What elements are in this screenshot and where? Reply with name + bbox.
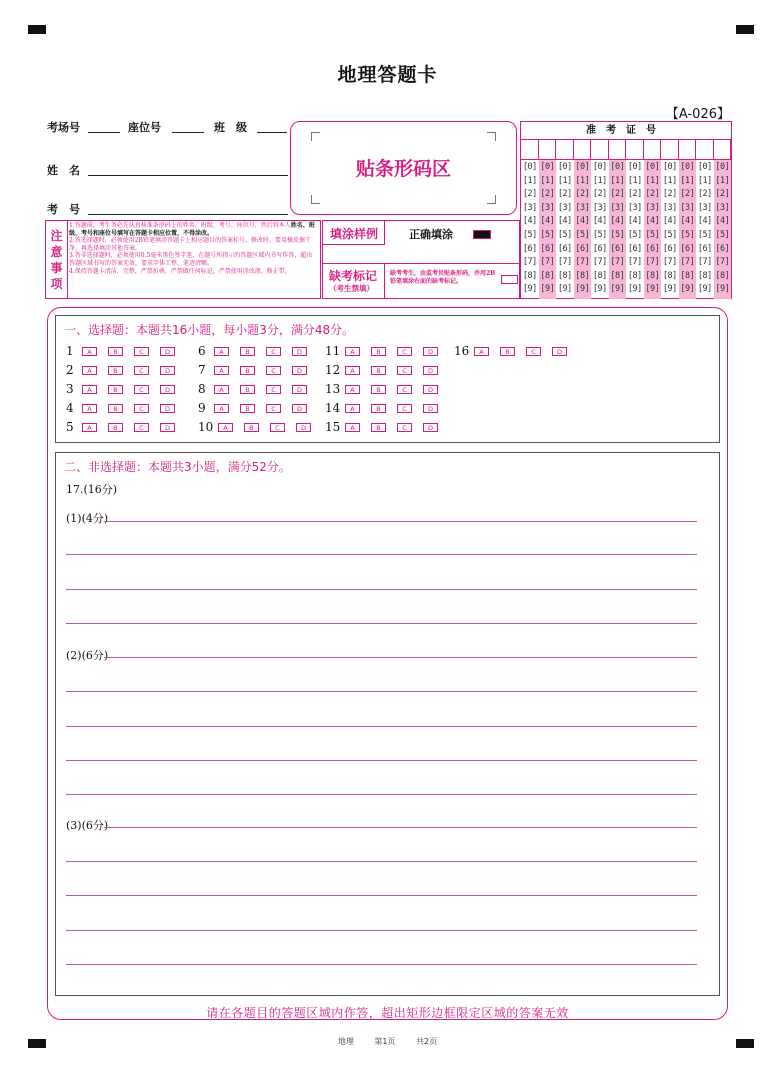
digit-bubble[interactable]: [5] (610, 230, 625, 240)
digit-bubble[interactable]: [8] (645, 270, 660, 281)
admission-digit-box[interactable] (714, 139, 732, 160)
digit-bubble[interactable]: [2] (680, 189, 695, 200)
answer-line[interactable] (66, 726, 697, 727)
digit-bubble[interactable]: [1] (557, 175, 572, 186)
digit-bubble[interactable]: [0] (697, 162, 712, 172)
exam-room-field[interactable] (88, 132, 120, 133)
option-bubble[interactable]: D (160, 366, 175, 375)
digit-bubble[interactable]: [9] (575, 284, 590, 295)
admission-digit-column (696, 160, 714, 299)
digit-bubble[interactable]: [2] (662, 189, 677, 200)
option-bubble[interactable]: C (266, 347, 281, 356)
notice-heading: 注 意 事 项 (46, 221, 68, 298)
digit-bubble[interactable]: [5] (680, 230, 695, 240)
option-bubble[interactable]: A (214, 366, 229, 375)
admission-digit-column (661, 160, 679, 299)
digit-bubble[interactable]: [9] (680, 284, 695, 295)
digit-bubble[interactable]: [2] (627, 189, 642, 200)
digit-bubble[interactable]: [1] (610, 175, 625, 186)
option-bubble[interactable]: C (397, 423, 412, 432)
question-number: 16 (454, 344, 470, 358)
answer-line[interactable] (66, 554, 697, 555)
digit-bubble[interactable]: [3] (662, 202, 677, 213)
fill-sample-box (322, 220, 520, 299)
answer-line[interactable] (104, 657, 697, 658)
digit-bubble[interactable]: [3] (522, 202, 537, 213)
digit-bubble[interactable]: [2] (557, 189, 572, 200)
admission-digit-box[interactable] (556, 139, 574, 160)
digit-bubble[interactable]: [9] (715, 284, 730, 295)
digit-bubble[interactable]: [8] (575, 270, 590, 281)
digit-bubble[interactable]: [9] (645, 284, 660, 295)
option-bubble[interactable]: B (240, 404, 255, 413)
option-bubble[interactable]: A (345, 423, 360, 432)
option-bubble[interactable]: D (160, 404, 175, 413)
name-field[interactable] (88, 175, 288, 176)
digit-bubble[interactable]: [7] (662, 257, 677, 268)
name-label: 姓 名 (47, 164, 80, 177)
digit-bubble[interactable]: [6] (680, 243, 695, 254)
digit-bubble[interactable]: [9] (662, 284, 677, 295)
exam-number-label: 考 号 (47, 203, 80, 216)
digit-bubble[interactable]: [6] (697, 243, 712, 254)
digit-bubble[interactable]: [0] (645, 162, 660, 172)
sub-question-1-label: (1)(4分) (66, 512, 109, 525)
digit-bubble[interactable]: [7] (522, 257, 537, 268)
digit-bubble[interactable]: [3] (645, 202, 660, 213)
seat-number-label: 座位号 (128, 121, 161, 134)
digit-bubble[interactable]: [1] (627, 175, 642, 186)
digit-bubble[interactable]: [8] (715, 270, 730, 281)
digit-bubble[interactable]: [3] (592, 202, 607, 213)
admission-digit-box[interactable] (644, 139, 662, 160)
fill-sample-label: 填涂样例 (330, 227, 379, 241)
question-number: 15 (325, 420, 341, 434)
admission-digit-column (591, 160, 609, 299)
option-bubble[interactable]: D (292, 385, 307, 394)
option-bubble[interactable]: A (345, 347, 360, 356)
question-number: 2 (66, 363, 74, 377)
digit-bubble[interactable]: [8] (627, 270, 642, 281)
answer-line[interactable] (66, 895, 697, 896)
option-bubble[interactable]: B (500, 347, 515, 356)
option-bubble[interactable]: A (345, 385, 360, 394)
digit-bubble[interactable]: [3] (557, 202, 572, 213)
digit-bubble[interactable]: [7] (680, 257, 695, 268)
option-bubble[interactable]: C (134, 404, 149, 413)
question-number: 1 (66, 344, 74, 358)
option-bubble[interactable]: C (134, 385, 149, 394)
admission-number-label: 准考证号 (521, 122, 731, 140)
digit-bubble[interactable]: [9] (540, 284, 555, 295)
option-bubble[interactable]: B (108, 385, 123, 394)
footer-warning: 请在各题目的答题区域内作答，超出矩形边框限定区域的答案无效 (206, 1006, 569, 1020)
absent-note: 缺考考生，由监考员贴条形码，并用2B铅笔填涂右面的缺考标记。 (390, 270, 496, 285)
digit-bubble[interactable]: [9] (697, 284, 712, 295)
digit-bubble[interactable]: [4] (522, 216, 537, 227)
option-bubble[interactable]: C (397, 366, 412, 375)
digit-bubble[interactable]: [0] (627, 162, 642, 172)
option-bubble[interactable]: B (108, 423, 123, 432)
admission-digit-column (574, 160, 592, 299)
option-bubble[interactable]: A (474, 347, 489, 356)
paper-code: 【A-026】 (665, 107, 730, 122)
correct-fill-mark (473, 230, 491, 239)
answer-line[interactable] (66, 794, 697, 795)
digit-bubble[interactable]: [6] (715, 243, 730, 254)
digit-bubble[interactable]: [2] (697, 189, 712, 200)
option-bubble[interactable]: A (214, 385, 229, 394)
digit-bubble[interactable]: [4] (592, 216, 607, 227)
digit-bubble[interactable]: [2] (522, 189, 537, 200)
correct-fill-label: 正确填涂 (409, 228, 453, 241)
admission-digit-column (626, 160, 644, 299)
digit-bubble[interactable]: [1] (680, 175, 695, 186)
digit-bubble[interactable]: [8] (522, 270, 537, 281)
question-17-label: 17.(16分) (66, 483, 118, 496)
option-bubble[interactable]: C (134, 423, 149, 432)
digit-bubble[interactable]: [5] (575, 230, 590, 240)
digit-bubble[interactable]: [1] (662, 175, 677, 186)
free-response-section (55, 452, 720, 996)
digit-bubble[interactable]: [7] (645, 257, 660, 268)
digit-bubble[interactable]: [7] (592, 257, 607, 268)
option-bubble[interactable]: A (214, 347, 229, 356)
question-number: 4 (66, 401, 74, 415)
option-bubble[interactable]: D (296, 423, 311, 432)
digit-bubble[interactable]: [3] (680, 202, 695, 213)
admission-digit-column (679, 160, 697, 299)
option-bubble[interactable]: C (134, 347, 149, 356)
digit-bubble[interactable]: [7] (715, 257, 730, 268)
digit-bubble[interactable]: [4] (662, 216, 677, 227)
digit-bubble[interactable]: [0] (557, 162, 572, 172)
option-bubble[interactable]: A (218, 423, 233, 432)
option-bubble[interactable]: D (423, 423, 438, 432)
notice-item: 4.保持答题卡清洁、完整，严禁折叠，严禁做任何标记，严禁使用涂改液、修正带。 (69, 267, 291, 275)
digit-bubble[interactable]: [8] (592, 270, 607, 281)
digit-bubble[interactable]: [4] (575, 216, 590, 227)
answer-line[interactable] (66, 760, 697, 761)
exam-number-field[interactable] (88, 214, 288, 215)
option-bubble[interactable]: D (160, 423, 175, 432)
digit-bubble[interactable]: [3] (697, 202, 712, 213)
option-bubble[interactable]: A (214, 404, 229, 413)
option-bubble[interactable]: C (397, 347, 412, 356)
answer-line[interactable] (66, 623, 697, 624)
digit-bubble[interactable]: [5] (540, 230, 555, 240)
absent-mark-box[interactable] (501, 275, 518, 284)
barcode-area (290, 121, 517, 215)
question-number: 9 (198, 401, 206, 415)
digit-bubble[interactable]: [2] (575, 189, 590, 200)
digit-bubble[interactable]: [7] (557, 257, 572, 268)
option-bubble[interactable]: A (82, 404, 97, 413)
option-bubble[interactable]: D (160, 385, 175, 394)
digit-bubble[interactable]: [4] (540, 216, 555, 227)
option-bubble[interactable]: C (266, 385, 281, 394)
page-info: 地理 第1页 共2页 (337, 1037, 438, 1046)
option-bubble[interactable]: C (134, 366, 149, 375)
option-bubble[interactable]: B (108, 347, 123, 356)
digit-bubble[interactable]: [3] (715, 202, 730, 213)
question-number: 13 (325, 382, 341, 396)
digit-bubble[interactable]: [8] (610, 270, 625, 281)
admission-digit-column (714, 160, 732, 299)
question-number: 7 (198, 363, 206, 377)
registration-mark-top-right (736, 25, 754, 34)
digit-bubble[interactable]: [5] (697, 230, 712, 240)
digit-bubble[interactable]: [9] (522, 284, 537, 295)
digit-bubble[interactable]: [0] (662, 162, 677, 172)
digit-bubble[interactable]: [5] (557, 230, 572, 240)
digit-bubble[interactable]: [8] (540, 270, 555, 281)
absent-mark-label: 缺考标记 (329, 269, 378, 283)
admission-digit-column (644, 160, 662, 299)
digit-bubble[interactable]: [8] (557, 270, 572, 281)
digit-bubble[interactable]: [4] (610, 216, 625, 227)
digit-bubble[interactable]: [8] (662, 270, 677, 281)
admission-digit-box[interactable] (609, 139, 627, 160)
digit-bubble[interactable]: [5] (522, 230, 537, 240)
question-number: 10 (198, 420, 214, 434)
digit-bubble[interactable]: [7] (697, 257, 712, 268)
option-bubble[interactable]: B (244, 423, 259, 432)
answer-line[interactable] (66, 691, 697, 692)
option-bubble[interactable]: B (240, 366, 255, 375)
question-number: 5 (66, 420, 74, 434)
option-bubble[interactable]: D (160, 347, 175, 356)
question-number: 3 (66, 382, 74, 396)
option-bubble[interactable]: C (397, 385, 412, 394)
digit-bubble[interactable]: [0] (575, 162, 590, 172)
digit-bubble[interactable]: [5] (715, 230, 730, 240)
digit-bubble[interactable]: [7] (540, 257, 555, 268)
digit-bubble[interactable]: [7] (575, 257, 590, 268)
option-bubble[interactable]: A (82, 423, 97, 432)
digit-bubble[interactable]: [4] (715, 216, 730, 227)
admission-digit-column (556, 160, 574, 299)
digit-bubble[interactable]: [1] (592, 175, 607, 186)
admission-number-grid (520, 121, 732, 299)
sub-question-2-label: (2)(6分) (66, 649, 109, 662)
digit-bubble[interactable]: [2] (610, 189, 625, 200)
digit-bubble[interactable]: [5] (645, 230, 660, 240)
option-bubble[interactable]: D (292, 347, 307, 356)
digit-bubble[interactable]: [5] (592, 230, 607, 240)
digit-bubble[interactable]: [6] (592, 243, 607, 254)
digit-bubble[interactable]: [7] (610, 257, 625, 268)
admission-digit-box[interactable] (626, 139, 644, 160)
answer-line[interactable] (66, 589, 697, 590)
digit-bubble[interactable]: [9] (592, 284, 607, 295)
digit-bubble[interactable]: [4] (557, 216, 572, 227)
notice-text (69, 222, 318, 275)
digit-bubble[interactable]: [4] (697, 216, 712, 227)
admission-digit-column (521, 160, 539, 299)
digit-bubble[interactable]: [7] (627, 257, 642, 268)
page-title: 地理答题卡 (337, 64, 438, 86)
option-bubble[interactable]: D (423, 347, 438, 356)
answer-line[interactable] (66, 930, 697, 931)
admission-digit-column (539, 160, 557, 299)
digit-bubble[interactable]: [6] (522, 243, 537, 254)
admission-digit-box[interactable] (574, 139, 592, 160)
option-bubble[interactable]: C (397, 404, 412, 413)
free-response-title: 二、非选择题：本题共3小题，满分52分。 (64, 460, 291, 474)
admission-digit-box[interactable] (696, 139, 714, 160)
digit-bubble[interactable]: [9] (557, 284, 572, 295)
digit-bubble[interactable]: [6] (540, 243, 555, 254)
digit-bubble[interactable]: [3] (575, 202, 590, 213)
option-bubble[interactable]: A (345, 366, 360, 375)
digit-bubble[interactable]: [2] (540, 189, 555, 200)
option-bubble[interactable]: A (82, 385, 97, 394)
barcode-label: 贴条形码区 (355, 158, 451, 180)
digit-bubble[interactable]: [4] (645, 216, 660, 227)
digit-bubble[interactable]: [1] (540, 175, 555, 186)
option-bubble[interactable]: D (423, 404, 438, 413)
question-number: 14 (325, 401, 341, 415)
question-number: 11 (325, 344, 341, 358)
digit-bubble[interactable]: [2] (715, 189, 730, 200)
option-bubble[interactable]: D (423, 385, 438, 394)
exam-room-label: 考场号 (47, 121, 80, 134)
digit-bubble[interactable]: [9] (610, 284, 625, 295)
notice-item: 3.答非选择题时，必须使用0.5毫米黑色签字笔，在题号所指示的答题区域内书写作答，超出答题区域书写的答案无效，要求字体工整，笔迹清晰。 (69, 252, 313, 267)
option-bubble[interactable]: B (108, 366, 123, 375)
absent-mark-subtitle: （考生禁填） (329, 284, 374, 293)
digit-bubble[interactable]: [6] (645, 243, 660, 254)
option-bubble[interactable]: C (526, 347, 541, 356)
option-bubble[interactable]: B (240, 385, 255, 394)
digit-bubble[interactable]: [3] (540, 202, 555, 213)
option-bubble[interactable]: B (371, 385, 386, 394)
digit-bubble[interactable]: [1] (697, 175, 712, 186)
option-bubble[interactable]: B (371, 366, 386, 375)
option-bubble[interactable]: A (82, 347, 97, 356)
option-bubble[interactable]: B (108, 404, 123, 413)
option-bubble[interactable]: A (82, 366, 97, 375)
option-bubble[interactable]: A (345, 404, 360, 413)
question-number: 12 (325, 363, 341, 377)
digit-bubble[interactable]: [2] (645, 189, 660, 200)
sub-question-3-label: (3)(6分) (66, 819, 109, 832)
digit-bubble[interactable]: [8] (697, 270, 712, 281)
digit-bubble[interactable]: [1] (575, 175, 590, 186)
admission-digit-box[interactable] (521, 139, 539, 160)
question-number: 6 (198, 344, 206, 358)
question-number: 8 (198, 382, 206, 396)
digit-bubble[interactable]: [0] (592, 162, 607, 172)
option-bubble[interactable]: C (266, 366, 281, 375)
digit-bubble[interactable]: [9] (627, 284, 642, 295)
option-bubble[interactable]: C (270, 423, 285, 432)
option-bubble[interactable]: D (552, 347, 567, 356)
digit-bubble[interactable]: [6] (662, 243, 677, 254)
registration-mark-top-left (28, 25, 46, 34)
notice-item: 1.答题前，考生务必先认真核准条形码上的姓名、班级、考号、座位号，然后将本人姓名、班级、考号和座位号填写在答题卡相应位置，不得涂改。 (69, 222, 315, 237)
option-bubble[interactable]: B (371, 404, 386, 413)
digit-bubble[interactable]: [0] (522, 162, 537, 172)
digit-bubble[interactable]: [8] (680, 270, 695, 281)
digit-bubble[interactable]: [5] (627, 230, 642, 240)
digit-bubble[interactable]: [6] (557, 243, 572, 254)
digit-bubble[interactable]: [4] (627, 216, 642, 227)
seat-number-field[interactable] (172, 132, 204, 133)
option-bubble[interactable]: C (266, 404, 281, 413)
digit-bubble[interactable]: [3] (627, 202, 642, 213)
class-label: 班 级 (214, 121, 247, 134)
admission-digit-box[interactable] (661, 139, 679, 160)
digit-bubble[interactable]: [6] (610, 243, 625, 254)
option-bubble[interactable]: D (423, 366, 438, 375)
admission-digit-column (609, 160, 627, 299)
digit-bubble[interactable]: [1] (522, 175, 537, 186)
notice-item: 2.答选择题时，必须使用2B铅笔填涂答题卡上相应题目的答案标号，修改时，要用橡皮擦干净，再选择填涂其他答案。 (69, 237, 311, 252)
digit-bubble[interactable]: [0] (540, 162, 555, 172)
digit-bubble[interactable]: [0] (610, 162, 625, 172)
digit-bubble[interactable]: [1] (715, 175, 730, 186)
digit-bubble[interactable]: [3] (610, 202, 625, 213)
option-bubble[interactable]: B (371, 347, 386, 356)
answer-line[interactable] (104, 521, 697, 522)
notice-box (45, 220, 321, 299)
answer-line[interactable] (104, 827, 697, 828)
option-bubble[interactable]: B (371, 423, 386, 432)
digit-bubble[interactable]: [6] (627, 243, 642, 254)
option-bubble[interactable]: B (240, 347, 255, 356)
digit-bubble[interactable]: [6] (575, 243, 590, 254)
option-bubble[interactable]: D (292, 366, 307, 375)
digit-bubble[interactable]: [5] (662, 230, 677, 240)
digit-bubble[interactable]: [4] (680, 216, 695, 227)
admission-digit-box[interactable] (539, 139, 557, 160)
answer-line[interactable] (66, 861, 697, 862)
class-field[interactable] (257, 132, 287, 133)
digit-bubble[interactable]: [1] (645, 175, 660, 186)
option-bubble[interactable]: D (292, 404, 307, 413)
digit-bubble[interactable]: [0] (715, 162, 730, 172)
admission-digit-box[interactable] (679, 139, 697, 160)
answer-line[interactable] (66, 964, 697, 965)
digit-bubble[interactable]: [0] (680, 162, 695, 172)
choice-section-title: 一、选择题：本题共16小题，每小题3分，满分48分。 (64, 323, 355, 337)
admission-digit-box[interactable] (591, 139, 609, 160)
digit-bubble[interactable]: [2] (592, 189, 607, 200)
